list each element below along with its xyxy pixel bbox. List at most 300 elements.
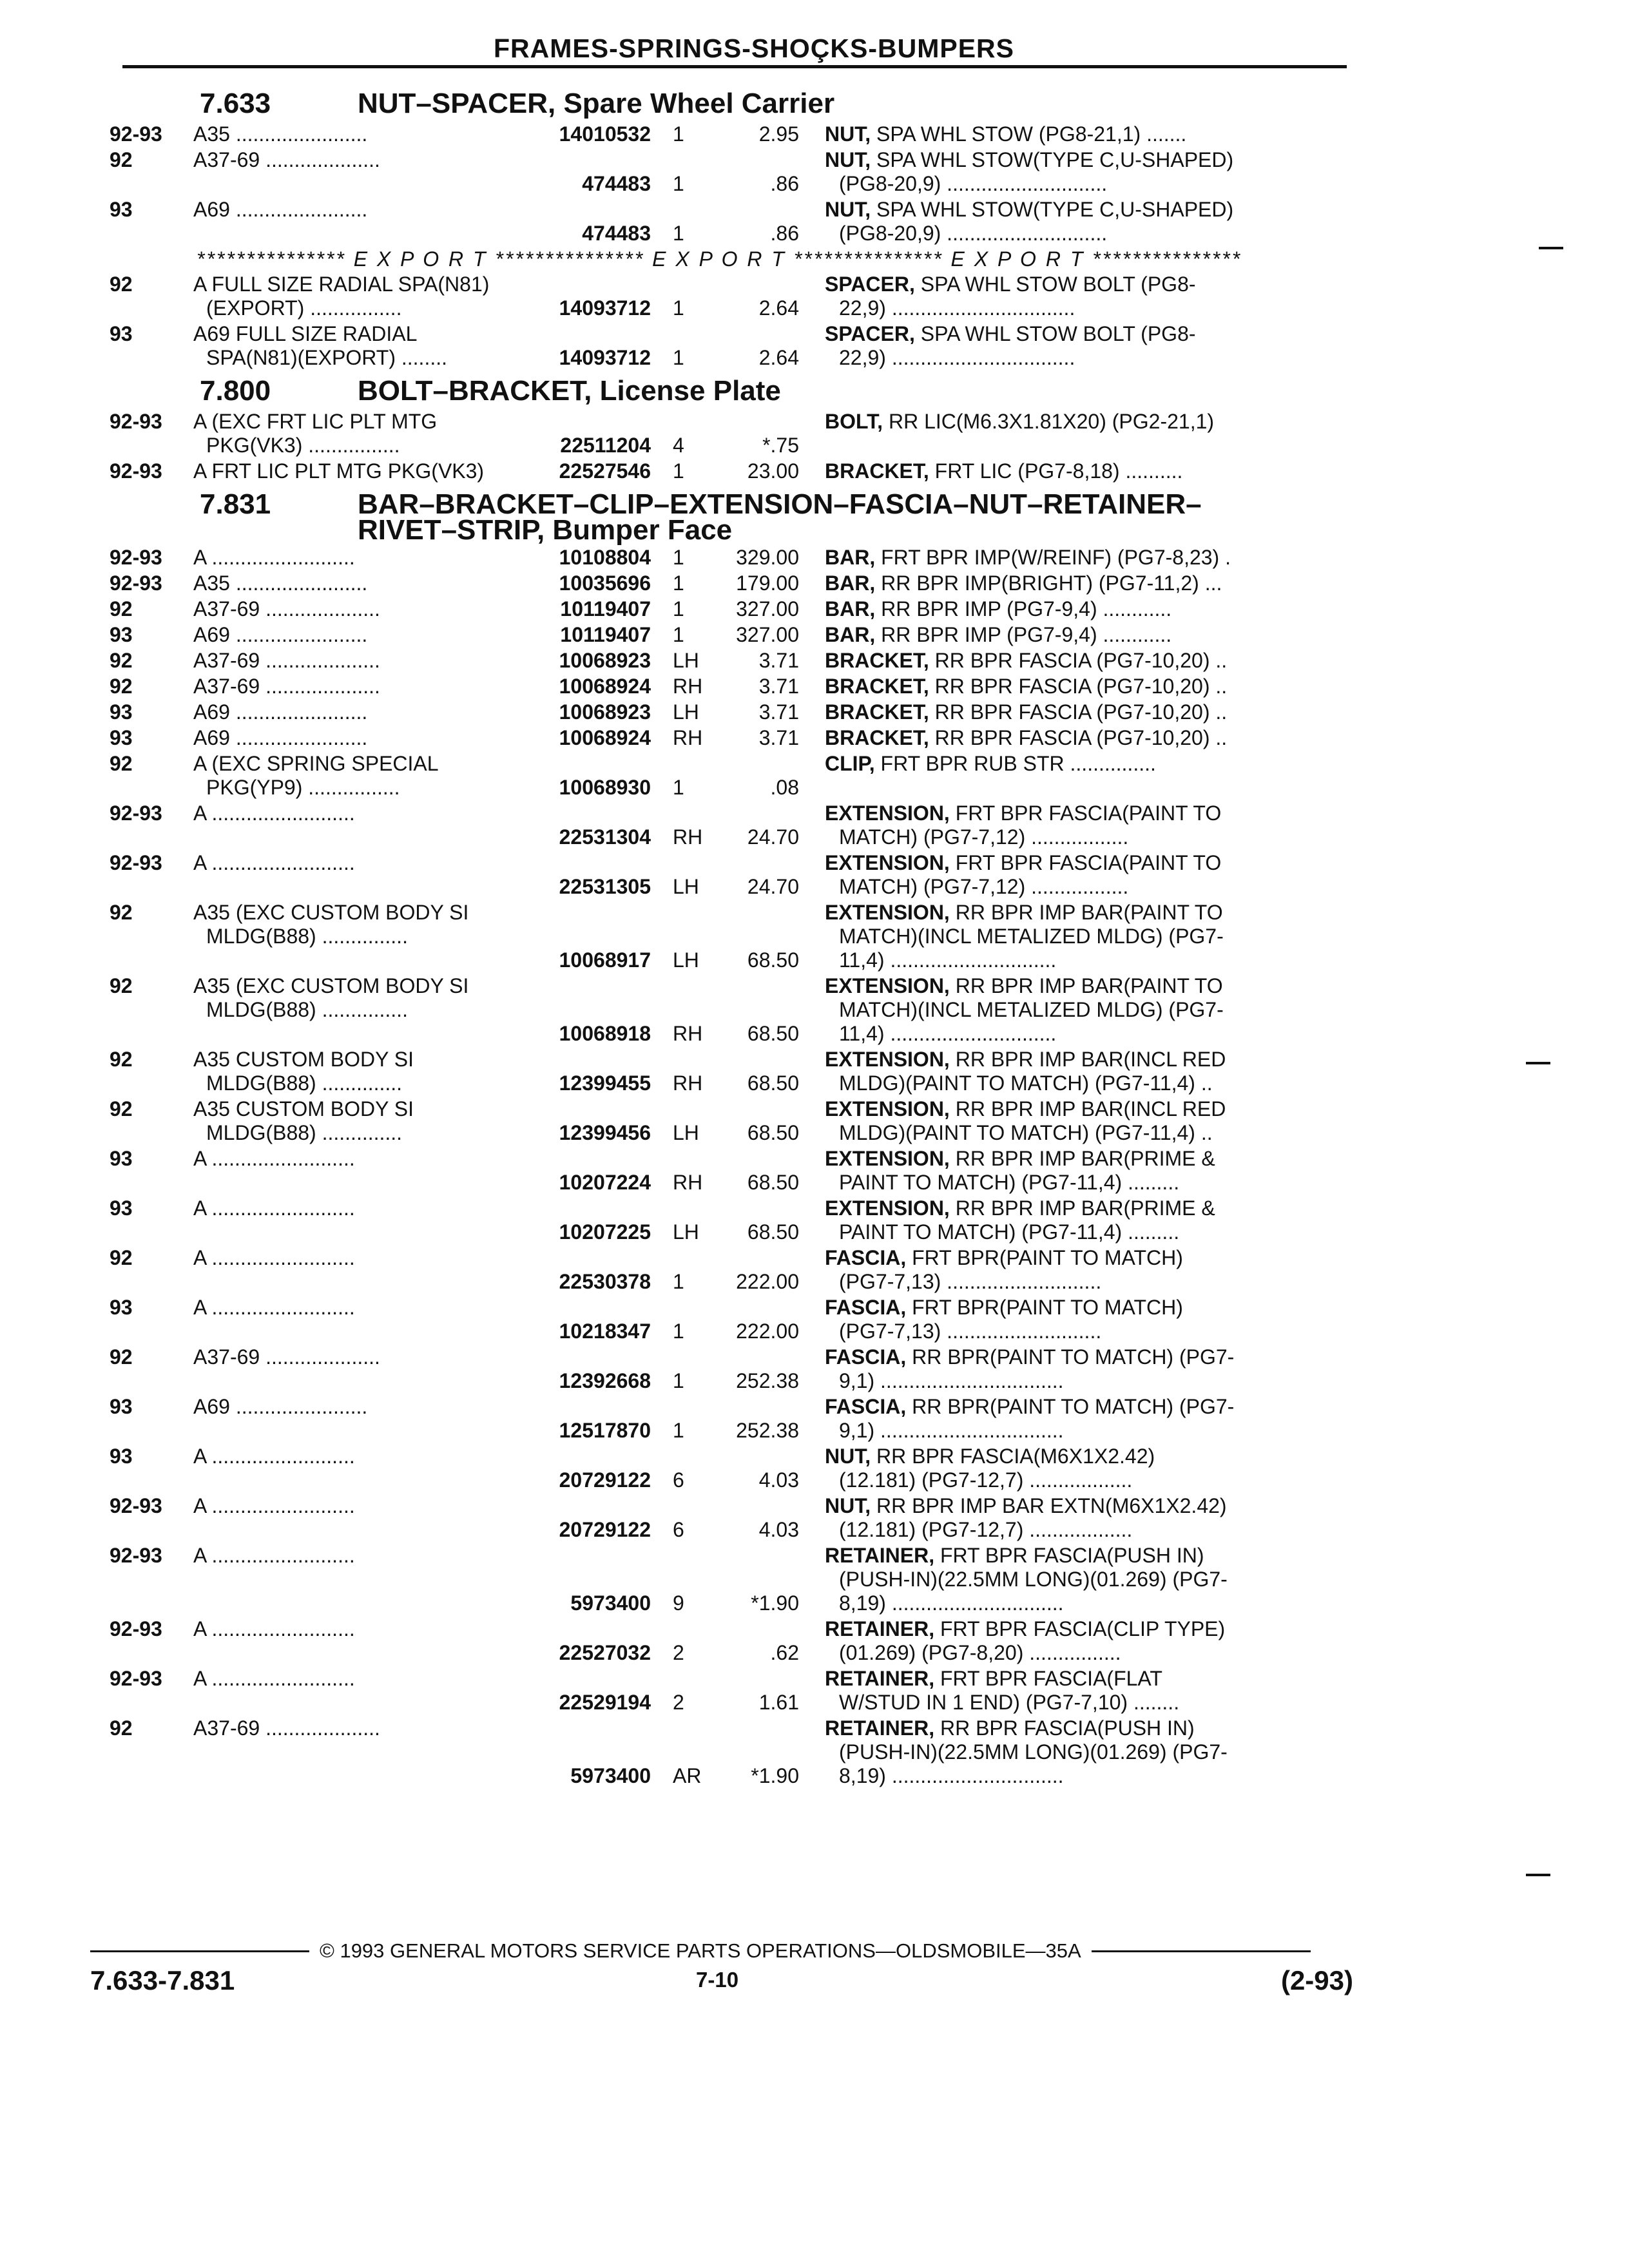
description-line: BRACKET, RR BPR FASCIA (PG7-10,20) ..	[825, 649, 1228, 672]
description-line: (PG7-7,13) ...........................	[839, 1320, 1102, 1343]
description-line: (PG8-20,9) ............................	[839, 172, 1108, 195]
application-line: A .........................	[193, 1544, 355, 1567]
section-title	[358, 88, 835, 119]
description	[825, 1246, 1295, 1294]
description-line: RETAINER, RR BPR FASCIA(PUSH IN)	[825, 1716, 1195, 1740]
part-row	[110, 974, 1360, 1046]
quantity: 1	[673, 172, 684, 195]
description	[825, 1196, 1295, 1244]
application	[193, 901, 528, 948]
application	[193, 1445, 528, 1468]
part-row	[110, 1494, 1360, 1542]
model-year: 93	[110, 1395, 133, 1418]
description	[825, 623, 1295, 647]
price: 4.03	[758, 1468, 799, 1492]
part-row	[110, 148, 1360, 196]
part-row	[110, 410, 1360, 457]
part-row	[110, 459, 1360, 483]
description	[825, 675, 1295, 698]
description-line: (12.181) (PG7-12,7) ..................	[839, 1468, 1133, 1492]
part-number: 22529194	[559, 1691, 651, 1714]
quantity: 1	[673, 1419, 684, 1442]
part-number: 10207224	[559, 1171, 651, 1194]
part-row	[110, 1667, 1360, 1715]
application-line: (EXPORT) ................	[206, 296, 402, 320]
price: 252.38	[736, 1369, 799, 1392]
description-line: BAR, RR BPR IMP(BRIGHT) (PG7-11,2) ...	[825, 572, 1222, 595]
description	[825, 726, 1295, 750]
quantity: AR	[673, 1764, 702, 1787]
part-row	[110, 675, 1360, 698]
application-line: A (EXC FRT LIC PLT MTG	[193, 410, 438, 433]
model-year: 92	[110, 752, 133, 775]
description-line: 8,19) ..............................	[839, 1764, 1064, 1787]
part-row	[110, 726, 1360, 750]
quantity: RH	[673, 1022, 703, 1045]
model-year: 92-93	[110, 546, 162, 569]
part-number: 10119407	[560, 597, 651, 620]
quantity: RH	[673, 1072, 703, 1095]
description-line: 8,19) ..............................	[839, 1591, 1064, 1615]
application	[193, 1246, 528, 1270]
part-number: 10119407	[560, 623, 651, 646]
description-line: SPACER, SPA WHL STOW BOLT (PG8-	[825, 322, 1196, 345]
price: 3.71	[758, 649, 799, 672]
application-line: A .........................	[193, 546, 355, 569]
description-line: NUT, RR BPR IMP BAR EXTN(M6X1X2.42)	[825, 1494, 1227, 1517]
quantity: 1	[673, 296, 684, 320]
application-line: A .........................	[193, 1667, 355, 1690]
model-year: 93	[110, 1196, 133, 1220]
part-number: 10207225	[559, 1220, 651, 1244]
model-year: 92-93	[110, 122, 162, 146]
part-row	[110, 322, 1360, 370]
application-line: A37-69 ....................	[193, 148, 380, 171]
application	[193, 322, 528, 370]
description-line: CLIP, FRT BPR RUB STR ...............	[825, 752, 1156, 775]
application-line: A37-69 ....................	[193, 649, 380, 672]
model-year: 92	[110, 649, 133, 672]
application	[193, 1716, 528, 1740]
application	[193, 572, 528, 595]
application-line: A35 .......................	[193, 572, 368, 595]
quantity: 1	[673, 572, 684, 595]
description	[825, 1667, 1295, 1715]
description-line: PAINT TO MATCH) (PG7-11,4) .........	[839, 1171, 1180, 1194]
description-line: MLDG)(PAINT TO MATCH) (PG7-11,4) ..	[839, 1072, 1213, 1095]
application	[193, 675, 528, 698]
application-line: A .........................	[193, 802, 355, 825]
model-year: 92-93	[110, 410, 162, 433]
model-year: 92	[110, 1716, 133, 1740]
part-number: 10068923	[559, 700, 651, 724]
part-number: 10068930	[559, 776, 651, 799]
section-heading	[110, 375, 1360, 407]
model-year: 92-93	[110, 1494, 162, 1517]
description-line: NUT, SPA WHL STOW(TYPE C,U-SHAPED)	[825, 198, 1234, 221]
part-row	[110, 572, 1360, 595]
quantity: 2	[673, 1691, 684, 1714]
part-row	[110, 700, 1360, 724]
description-line: FASCIA, RR BPR(PAINT TO MATCH) (PG7-	[825, 1345, 1235, 1369]
description-line: EXTENSION, RR BPR IMP BAR(PRIME &	[825, 1147, 1215, 1170]
model-year: 93	[110, 623, 133, 646]
description-line: NUT, SPA WHL STOW (PG8-21,1) .......	[825, 122, 1187, 146]
description	[825, 1048, 1295, 1095]
quantity: 1	[673, 122, 684, 146]
part-row	[110, 649, 1360, 673]
section-title-line: BOLT–BRACKET, License Plate	[358, 375, 781, 407]
part-row	[110, 623, 1360, 647]
export-divider: *************** E X P O R T *************** E X P O R T *************** E X P O R T ***************	[197, 247, 1242, 271]
description	[825, 546, 1295, 570]
model-year: 92	[110, 974, 133, 997]
description-line: PAINT TO MATCH) (PG7-11,4) .........	[839, 1220, 1180, 1244]
description-line: BRACKET, RR BPR FASCIA (PG7-10,20) ..	[825, 675, 1228, 698]
description-line: MATCH)(INCL METALIZED MLDG) (PG7-	[839, 998, 1224, 1021]
application-line: MLDG(B88) ...............	[206, 998, 408, 1021]
section-title-line: BAR–BRACKET–CLIP–EXTENSION–FASCIA–NUT–RETAINER–	[358, 488, 1202, 520]
application	[193, 546, 528, 570]
description-line: (PG7-7,13) ...........................	[839, 1270, 1102, 1293]
price: 327.00	[736, 623, 799, 646]
part-number: 20729122	[559, 1468, 651, 1492]
application	[193, 1296, 528, 1320]
part-row	[110, 122, 1360, 146]
part-number: 14010532	[559, 122, 651, 146]
model-year: 92	[110, 1246, 133, 1269]
part-number: 12517870	[559, 1419, 651, 1442]
part-row	[110, 752, 1360, 800]
part-number: 474483	[582, 172, 651, 195]
part-number: 22527546	[559, 459, 651, 483]
application	[193, 1617, 528, 1641]
description-line: RETAINER, FRT BPR FASCIA(CLIP TYPE)	[825, 1617, 1226, 1640]
application-line: A .........................	[193, 851, 355, 874]
application-line: A .........................	[193, 1246, 355, 1269]
quantity: LH	[673, 649, 699, 672]
description-line: BAR, RR BPR IMP (PG7-9,4) ............	[825, 623, 1172, 646]
price: 24.70	[747, 875, 799, 898]
application-line: A .........................	[193, 1494, 355, 1517]
description	[825, 700, 1295, 724]
application	[193, 459, 528, 483]
quantity: LH	[673, 1121, 699, 1144]
description	[825, 122, 1295, 146]
section-range: 7.633-7.831	[90, 1965, 235, 1995]
application	[193, 1345, 528, 1369]
section-title-line: RIVET–STRIP, Bumper Face	[358, 514, 733, 546]
description	[825, 322, 1295, 370]
description	[825, 901, 1295, 972]
application-line: A69 .......................	[193, 623, 368, 646]
application-line: A FRT LIC PLT MTG PKG(VK3)	[193, 459, 485, 483]
model-year: 93	[110, 1296, 133, 1319]
price: 3.71	[758, 700, 799, 724]
quantity: RH	[673, 726, 703, 749]
description-line: MATCH)(INCL METALIZED MLDG) (PG7-	[839, 925, 1224, 948]
description	[825, 1345, 1295, 1393]
price: 2.64	[758, 346, 799, 369]
quantity: 1	[673, 1369, 684, 1392]
description-line: 9,1) ................................	[839, 1369, 1064, 1392]
footer-rule	[1092, 1950, 1311, 1952]
description	[825, 752, 1295, 776]
part-number: 12399455	[559, 1072, 651, 1095]
application	[193, 752, 528, 800]
part-number: 5973400	[570, 1591, 651, 1615]
application	[193, 597, 528, 621]
part-number: 10035696	[559, 572, 651, 595]
description	[825, 1544, 1295, 1615]
model-year: 92	[110, 1345, 133, 1369]
quantity: 9	[673, 1591, 684, 1615]
application	[193, 1395, 528, 1419]
application-line: A35 .......................	[193, 122, 368, 146]
model-year: 92-93	[110, 1544, 162, 1567]
part-row	[110, 1296, 1360, 1343]
quantity: 1	[673, 776, 684, 799]
application	[193, 122, 528, 146]
part-row	[110, 802, 1360, 849]
description-line: MATCH) (PG7-7,12) .................	[839, 875, 1129, 898]
application	[193, 623, 528, 647]
application-line: A35 CUSTOM BODY SI	[193, 1048, 414, 1071]
model-year: 92-93	[110, 572, 162, 595]
application-line: A (EXC SPRING SPECIAL	[193, 752, 439, 775]
description	[825, 1716, 1295, 1788]
description-line: (PUSH-IN)(22.5MM LONG)(01.269) (PG7-	[839, 1568, 1228, 1591]
model-year: 93	[110, 1445, 133, 1468]
description	[825, 1395, 1295, 1443]
description	[825, 148, 1295, 196]
margin-mark	[1539, 247, 1563, 249]
description	[825, 1147, 1295, 1195]
model-year: 92	[110, 148, 133, 171]
price: .86	[770, 172, 799, 195]
price: 329.00	[736, 546, 799, 569]
description	[825, 1097, 1295, 1145]
part-number: 22531304	[559, 825, 651, 849]
description-line: NUT, RR BPR FASCIA(M6X1X2.42)	[825, 1445, 1155, 1468]
application-line: PKG(YP9) ................	[206, 776, 400, 799]
description-line: EXTENSION, FRT BPR FASCIA(PAINT TO	[825, 802, 1222, 825]
price: 4.03	[758, 1518, 799, 1541]
part-number: 14093712	[559, 346, 651, 369]
page-number: 7-10	[696, 1968, 739, 1992]
application	[193, 410, 528, 457]
model-year: 92	[110, 675, 133, 698]
model-year: 93	[110, 198, 133, 221]
quantity: RH	[673, 825, 703, 849]
price: 2.64	[758, 296, 799, 320]
quantity: 1	[673, 597, 684, 620]
quantity: 1	[673, 623, 684, 646]
part-number: 22530378	[559, 1270, 651, 1293]
price: 3.71	[758, 726, 799, 749]
application-line: MLDG(B88) ..............	[206, 1072, 403, 1095]
description-line: BOLT, RR LIC(M6.3X1.81X20) (PG2-21,1)	[825, 410, 1215, 433]
description-line: EXTENSION, FRT BPR FASCIA(PAINT TO	[825, 851, 1222, 874]
quantity: 1	[673, 1320, 684, 1343]
quantity: 1	[673, 346, 684, 369]
part-row	[110, 1345, 1360, 1393]
model-year: 93	[110, 700, 133, 724]
price: *.75	[762, 434, 799, 457]
description-line: (PUSH-IN)(22.5MM LONG)(01.269) (PG7-	[839, 1740, 1228, 1763]
price: 68.50	[747, 1220, 799, 1244]
application	[193, 148, 528, 172]
model-year: 92-93	[110, 1667, 162, 1690]
description	[825, 802, 1295, 849]
part-row	[110, 901, 1360, 972]
description-line: BRACKET, RR BPR FASCIA (PG7-10,20) ..	[825, 726, 1228, 749]
application	[193, 1097, 528, 1145]
part-row	[110, 546, 1360, 570]
application	[193, 649, 528, 673]
quantity: 4	[673, 434, 684, 457]
part-number: 10068917	[559, 948, 651, 972]
quantity: LH	[673, 875, 699, 898]
application-line: A .........................	[193, 1445, 355, 1468]
quantity: 1	[673, 546, 684, 569]
margin-mark	[1526, 1062, 1550, 1064]
model-year: 92-93	[110, 1617, 162, 1640]
part-number: 14093712	[559, 296, 651, 320]
margin-mark	[1526, 1874, 1550, 1876]
price: 68.50	[747, 948, 799, 972]
model-year: 92	[110, 901, 133, 924]
application-line: A37-69 ....................	[193, 597, 380, 620]
application	[193, 974, 528, 1022]
section-title-line: NUT–SPACER, Spare Wheel Carrier	[358, 88, 835, 119]
description-line: (12.181) (PG7-12,7) ..................	[839, 1518, 1133, 1541]
price: 23.00	[747, 459, 799, 483]
part-number: 12392668	[559, 1369, 651, 1392]
application	[193, 851, 528, 875]
description	[825, 649, 1295, 673]
section-heading	[110, 88, 1360, 120]
quantity: RH	[673, 675, 703, 698]
model-year: 93	[110, 726, 133, 749]
description-line: MLDG)(PAINT TO MATCH) (PG7-11,4) ..	[839, 1121, 1213, 1144]
application-line: A .........................	[193, 1147, 355, 1170]
description-line: (PG8-20,9) ............................	[839, 222, 1108, 245]
application	[193, 726, 528, 750]
page-header	[122, 34, 1347, 68]
description-line: FASCIA, FRT BPR(PAINT TO MATCH)	[825, 1296, 1183, 1319]
price: 68.50	[747, 1171, 799, 1194]
model-year: 92	[110, 597, 133, 620]
part-number: 22511204	[560, 434, 651, 457]
description-line: 22,9) ................................	[839, 296, 1075, 320]
description-line: RETAINER, FRT BPR FASCIA(FLAT	[825, 1667, 1162, 1690]
price: 68.50	[747, 1022, 799, 1045]
description	[825, 974, 1295, 1046]
application-line: A69 .......................	[193, 726, 368, 749]
price: *1.90	[751, 1764, 799, 1787]
quantity: 1	[673, 222, 684, 245]
part-number: 5973400	[570, 1764, 651, 1787]
application-line: A69 .......................	[193, 198, 368, 221]
description-line: 11,4) .............................	[839, 1022, 1057, 1045]
description	[825, 1296, 1295, 1343]
description-line: BRACKET, RR BPR FASCIA (PG7-10,20) ..	[825, 700, 1228, 724]
section-number: 7.800	[200, 375, 271, 407]
quantity: 6	[673, 1468, 684, 1492]
application	[193, 273, 528, 320]
application-line: A69 .......................	[193, 700, 368, 724]
section-title	[358, 488, 1202, 546]
price: 2.95	[758, 122, 799, 146]
application	[193, 198, 528, 222]
section-heading	[110, 488, 1360, 546]
price: 179.00	[736, 572, 799, 595]
description	[825, 198, 1295, 245]
description-line: BRACKET, FRT LIC (PG7-8,18) ..........	[825, 459, 1183, 483]
application	[193, 1147, 528, 1171]
description-line: MATCH) (PG7-7,12) .................	[839, 825, 1129, 849]
application	[193, 1544, 528, 1568]
part-row	[110, 1048, 1360, 1095]
price: *1.90	[751, 1591, 799, 1615]
description-line: EXTENSION, RR BPR IMP BAR(PRIME &	[825, 1196, 1215, 1220]
price: 222.00	[736, 1320, 799, 1343]
model-year: 92-93	[110, 851, 162, 874]
application-line: A .........................	[193, 1196, 355, 1220]
application-line: A FULL SIZE RADIAL SPA(N81)	[193, 273, 490, 296]
description-line: EXTENSION, RR BPR IMP BAR(PAINT TO	[825, 974, 1223, 997]
quantity: LH	[673, 948, 699, 972]
quantity: RH	[673, 1171, 703, 1194]
part-number: 10068918	[559, 1022, 651, 1045]
part-number: 12399456	[559, 1121, 651, 1144]
application	[193, 1494, 528, 1518]
description-line: BAR, RR BPR IMP (PG7-9,4) ............	[825, 597, 1172, 620]
price: 1.61	[758, 1691, 799, 1714]
price: 24.70	[747, 825, 799, 849]
price: .86	[770, 222, 799, 245]
description-line: FASCIA, RR BPR(PAINT TO MATCH) (PG7-	[825, 1395, 1235, 1418]
part-row	[110, 597, 1360, 621]
application-line: A35 CUSTOM BODY SI	[193, 1097, 414, 1120]
part-row	[110, 1716, 1360, 1788]
part-number: 10068923	[559, 649, 651, 672]
description-line: 11,4) .............................	[839, 948, 1057, 972]
section-number: 7.831	[200, 488, 271, 520]
part-row	[110, 1544, 1360, 1615]
description	[825, 597, 1295, 621]
application	[193, 802, 528, 825]
quantity: 2	[673, 1641, 684, 1664]
part-row	[110, 1617, 1360, 1665]
part-number: 474483	[582, 222, 651, 245]
application-line: A37-69 ....................	[193, 1345, 380, 1369]
description-line: FASCIA, FRT BPR(PAINT TO MATCH)	[825, 1246, 1183, 1269]
model-year: 92	[110, 1097, 133, 1120]
application-line: MLDG(B88) ...............	[206, 925, 408, 948]
part-row	[110, 1147, 1360, 1195]
price: .62	[770, 1641, 799, 1664]
page-title: FRAMES-SPRINGS-SHOÇKS-BUMPERS	[493, 34, 1015, 63]
description-line: 9,1) ................................	[839, 1419, 1064, 1442]
model-year: 93	[110, 1147, 133, 1170]
part-row	[110, 198, 1360, 245]
description	[825, 273, 1295, 320]
application-line: A37-69 ....................	[193, 1716, 380, 1740]
revision-date: (2-93)	[1280, 1965, 1353, 1995]
price: 68.50	[747, 1121, 799, 1144]
